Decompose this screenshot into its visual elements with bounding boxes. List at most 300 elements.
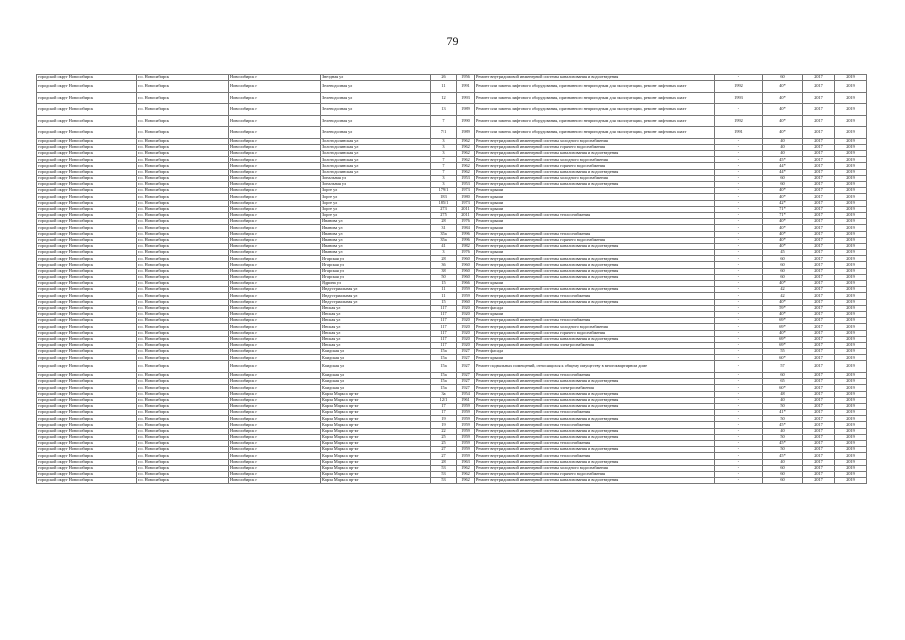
work-type-cell: Ремонт крыши	[475, 188, 715, 194]
plan-start-cell: 2017	[803, 318, 835, 324]
plan-end-cell: 2019	[835, 318, 867, 324]
work-type-cell: Ремонт подвальных помещений, относящихся к общему имуществу в многоквартирном доме	[475, 361, 715, 373]
table-row	[37, 81, 867, 93]
district-cell: городской округ Новосибирск	[37, 391, 137, 397]
year-cell: -	[715, 397, 763, 403]
settlement-cell: Новосибирск г	[229, 151, 321, 157]
street-cell: Зеленодолная ул	[321, 81, 431, 93]
plan-end-cell: 2019	[835, 416, 867, 422]
work-type-cell: Ремонт внутридомовой инженерной системы канализования и водоотведения	[475, 262, 715, 268]
build-year-cell: 1960	[457, 262, 475, 268]
work-type-cell: Ремонт крыши	[475, 206, 715, 212]
year-cell: -	[715, 250, 763, 256]
street-cell: Иванова ул	[321, 225, 431, 231]
wear-percent-cell: 60*	[763, 355, 803, 361]
table-body	[37, 75, 867, 484]
street-cell: Зеленодолная ул	[321, 127, 431, 139]
plan-start-cell: 2017	[803, 471, 835, 477]
wear-percent-cell: 40*	[763, 231, 803, 237]
plan-start-cell: 2017	[803, 447, 835, 453]
settlement-cell: Новосибирск г	[229, 324, 321, 330]
district-cell: городской округ Новосибирск	[37, 385, 137, 391]
settlement-cell: Новосибирск г	[229, 157, 321, 163]
municipality-cell: г.о. Новосибирск	[137, 311, 229, 317]
build-year-cell: 1959	[457, 428, 475, 434]
plan-start-cell: 2017	[803, 428, 835, 434]
build-year-cell: 1963	[457, 459, 475, 465]
plan-start-cell: 2017	[803, 299, 835, 305]
district-cell: городской округ Новосибирск	[37, 262, 137, 268]
plan-start-cell: 2017	[803, 194, 835, 200]
district-cell: городской округ Новосибирск	[37, 299, 137, 305]
district-cell: городской округ Новосибирск	[37, 225, 137, 231]
street-cell: Инская ул	[321, 330, 431, 336]
street-cell: Каидская ул	[321, 379, 431, 385]
street-cell: Каидская ул	[321, 385, 431, 391]
plan-end-cell: 2019	[835, 75, 867, 81]
year-cell: -	[715, 434, 763, 440]
street-cell: Индустриальная ул	[321, 299, 431, 305]
plan-end-cell: 2019	[835, 194, 867, 200]
house-number-cell: 15а	[431, 361, 457, 373]
build-year-cell: 1959	[457, 441, 475, 447]
district-cell: городской округ Новосибирск	[37, 169, 137, 175]
plan-end-cell: 2019	[835, 219, 867, 225]
build-year-cell: 1976	[457, 219, 475, 225]
street-cell: Индустриальная ул	[321, 293, 431, 299]
municipality-cell: г.о. Новосибирск	[137, 318, 229, 324]
plan-end-cell: 2019	[835, 434, 867, 440]
year-cell: -	[715, 349, 763, 355]
house-number-cell: 7	[431, 157, 457, 163]
street-cell: Каидская ул	[321, 372, 431, 378]
district-cell: городской округ Новосибирск	[37, 305, 137, 311]
settlement-cell: Новосибирск г	[229, 287, 321, 293]
settlement-cell: Новосибирск г	[229, 342, 321, 348]
house-number-cell: 15	[431, 281, 457, 287]
settlement-cell: Новосибирск г	[229, 200, 321, 206]
plan-start-cell: 2017	[803, 465, 835, 471]
work-type-cell: Ремонт крыши	[475, 281, 715, 287]
build-year-cell: 1959	[457, 422, 475, 428]
wear-percent-cell: 40*	[763, 281, 803, 287]
municipality-cell: г.о. Новосибирск	[137, 465, 229, 471]
plan-start-cell: 2017	[803, 268, 835, 274]
district-cell: городской округ Новосибирск	[37, 231, 137, 237]
wear-percent-cell: 60	[763, 274, 803, 280]
plan-end-cell: 2019	[835, 355, 867, 361]
wear-percent-cell: 44*	[763, 169, 803, 175]
year-cell: -	[715, 465, 763, 471]
settlement-cell: Новосибирск г	[229, 385, 321, 391]
build-year-cell: 1961	[457, 397, 475, 403]
settlement-cell: Новосибирск г	[229, 281, 321, 287]
settlement-cell: Новосибирск г	[229, 92, 321, 104]
settlement-cell: Новосибирск г	[229, 188, 321, 194]
plan-start-cell: 2017	[803, 397, 835, 403]
work-type-cell: Ремонт или замена лифтового оборудования, признанного непригодным для эксплуатации, ремонт лифтовых шахт	[475, 81, 715, 93]
house-number-cell: 7/1	[431, 127, 457, 139]
plan-end-cell: 2019	[835, 342, 867, 348]
settlement-cell: Новосибирск г	[229, 268, 321, 274]
wear-percent-cell: 40	[763, 138, 803, 144]
table-row	[37, 478, 867, 484]
settlement-cell: Новосибирск г	[229, 305, 321, 311]
district-cell: городской округ Новосибирск	[37, 379, 137, 385]
district-cell: городской округ Новосибирск	[37, 287, 137, 293]
plan-start-cell: 2017	[803, 403, 835, 409]
district-cell: городской округ Новосибирск	[37, 200, 137, 206]
house-number-cell: 12/1	[431, 397, 457, 403]
plan-end-cell: 2019	[835, 324, 867, 330]
wear-percent-cell: 45*	[763, 157, 803, 163]
plan-end-cell: 2019	[835, 268, 867, 274]
year-cell: -	[715, 324, 763, 330]
work-type-cell: Ремонт внутридомовой инженерной системы канализования и водоотведения	[475, 169, 715, 175]
plan-start-cell: 2017	[803, 127, 835, 139]
wear-percent-cell: 57	[763, 361, 803, 373]
settlement-cell: Новосибирск г	[229, 194, 321, 200]
wear-percent-cell: 60	[763, 372, 803, 378]
wear-percent-cell: 69*	[763, 342, 803, 348]
plan-start-cell: 2017	[803, 75, 835, 81]
plan-end-cell: 2019	[835, 262, 867, 268]
work-type-cell: Ремонт внутридомовой инженерной системы канализования и водоотведения	[475, 274, 715, 280]
settlement-cell: Новосибирск г	[229, 293, 321, 299]
work-type-cell: Ремонт или замена лифтового оборудования, признанного непригодным для эксплуатации, ремонт лифтовых шахт	[475, 104, 715, 116]
work-type-cell: Ремонт внутридомовой инженерной системы холодного водоснабжения	[475, 157, 715, 163]
settlement-cell: Новосибирск г	[229, 225, 321, 231]
municipality-cell: г.о. Новосибирск	[137, 324, 229, 330]
work-type-cell: Ремонт внутридомовой инженерной системы канализования и водоотведения	[475, 151, 715, 157]
street-cell: Иванова ул	[321, 219, 431, 225]
street-cell: Карла Маркса пр-кт	[321, 478, 431, 484]
build-year-cell: 1962	[457, 478, 475, 484]
plan-start-cell: 2017	[803, 138, 835, 144]
street-cell: Карла Маркса пр-кт	[321, 434, 431, 440]
work-type-cell: Ремонт внутридомовой инженерной системы канализования и водоотведения	[475, 256, 715, 262]
build-year-cell: 1962	[457, 157, 475, 163]
wear-percent-cell: 60	[763, 75, 803, 81]
build-year-cell: 1959	[457, 403, 475, 409]
build-year-cell: 1959	[457, 410, 475, 416]
work-type-cell: Ремонт внутридомовой инженерной системы горячего водоснабжения	[475, 237, 715, 243]
settlement-cell: Новосибирск г	[229, 127, 321, 139]
work-type-cell: Ремонт крыши	[475, 225, 715, 231]
wear-percent-cell: 69*	[763, 318, 803, 324]
plan-end-cell: 2019	[835, 225, 867, 231]
street-cell: Зональная ул	[321, 175, 431, 181]
year-cell: -	[715, 379, 763, 385]
settlement-cell: Новосибирск г	[229, 256, 321, 262]
build-year-cell: 1920	[457, 318, 475, 324]
year-cell: -	[715, 144, 763, 150]
district-cell: городской округ Новосибирск	[37, 416, 137, 422]
build-year-cell: 1960	[457, 268, 475, 274]
work-type-cell: Ремонт крыши	[475, 311, 715, 317]
plan-start-cell: 2017	[803, 410, 835, 416]
settlement-cell: Новосибирск г	[229, 355, 321, 361]
street-cell: Игарская ул	[321, 274, 431, 280]
street-cell: Золотодолинская ул	[321, 138, 431, 144]
wear-percent-cell: 50	[763, 447, 803, 453]
plan-start-cell: 2017	[803, 225, 835, 231]
plan-end-cell: 2019	[835, 453, 867, 459]
year-cell: -	[715, 441, 763, 447]
year-cell: -	[715, 75, 763, 81]
plan-end-cell: 2019	[835, 465, 867, 471]
build-year-cell: 1927	[457, 385, 475, 391]
settlement-cell: Новосибирск г	[229, 459, 321, 465]
municipality-cell: г.о. Новосибирск	[137, 175, 229, 181]
wear-percent-cell: 40*	[763, 330, 803, 336]
municipality-cell: г.о. Новосибирск	[137, 200, 229, 206]
municipality-cell: г.о. Новосибирск	[137, 385, 229, 391]
street-cell: Зеленодолная ул	[321, 104, 431, 116]
street-cell: Индустриальная ул	[321, 287, 431, 293]
work-type-cell: Ремонт крыши	[475, 200, 715, 206]
house-number-cell: 17	[431, 410, 457, 416]
plan-end-cell: 2019	[835, 237, 867, 243]
build-year-cell: 1920	[457, 342, 475, 348]
street-cell: Зорге ул	[321, 200, 431, 206]
year-cell: -	[715, 287, 763, 293]
municipality-cell: г.о. Новосибирск	[137, 434, 229, 440]
year-cell: -	[715, 385, 763, 391]
municipality-cell: г.о. Новосибирск	[137, 127, 229, 139]
build-year-cell: 1991	[457, 81, 475, 93]
plan-end-cell: 2019	[835, 157, 867, 163]
street-cell: Зеленодолная ул	[321, 115, 431, 127]
wear-percent-cell: 48	[763, 391, 803, 397]
settlement-cell: Новосибирск г	[229, 428, 321, 434]
year-cell: -	[715, 206, 763, 212]
plan-end-cell: 2019	[835, 391, 867, 397]
wear-percent-cell: 40*	[763, 92, 803, 104]
work-type-cell: Ремонт или замена лифтового оборудования, признанного непригодным для эксплуатации, ремонт лифтовых шахт	[475, 115, 715, 127]
plan-end-cell: 2019	[835, 127, 867, 139]
build-year-cell: 2011	[457, 212, 475, 218]
year-cell: -	[715, 410, 763, 416]
settlement-cell: Новосибирск г	[229, 206, 321, 212]
municipality-cell: г.о. Новосибирск	[137, 188, 229, 194]
year-cell: -	[715, 361, 763, 373]
district-cell: городской округ Новосибирск	[37, 422, 137, 428]
district-cell: городской округ Новосибирск	[37, 163, 137, 169]
build-year-cell: 1920	[457, 305, 475, 311]
municipality-cell: г.о. Новосибирск	[137, 194, 229, 200]
build-year-cell: 1962	[457, 138, 475, 144]
settlement-cell: Новосибирск г	[229, 250, 321, 256]
plan-start-cell: 2017	[803, 231, 835, 237]
house-number-cell: 12	[431, 92, 457, 104]
house-number-cell: 38	[431, 268, 457, 274]
wear-percent-cell: 45	[763, 250, 803, 256]
build-year-cell: 1927	[457, 372, 475, 378]
build-year-cell: 1953	[457, 182, 475, 188]
year-cell: -	[715, 459, 763, 465]
street-cell: Иванова ул	[321, 243, 431, 249]
plan-start-cell: 2017	[803, 416, 835, 422]
plan-start-cell: 2017	[803, 305, 835, 311]
municipality-cell: г.о. Новосибирск	[137, 262, 229, 268]
house-number-cell: 15	[431, 299, 457, 305]
settlement-cell: Новосибирск г	[229, 330, 321, 336]
build-year-cell: 1920	[457, 330, 475, 336]
settlement-cell: Новосибирск г	[229, 391, 321, 397]
plan-end-cell: 2019	[835, 169, 867, 175]
plan-start-cell: 2017	[803, 391, 835, 397]
municipality-cell: г.о. Новосибирск	[137, 379, 229, 385]
street-cell: Зеленодолная ул	[321, 92, 431, 104]
house-number-cell: 27	[431, 453, 457, 459]
year-cell: -	[715, 391, 763, 397]
build-year-cell: 1927	[457, 355, 475, 361]
plan-start-cell: 2017	[803, 92, 835, 104]
table-row	[37, 127, 867, 139]
street-cell: Инская ул	[321, 305, 431, 311]
plan-start-cell: 2017	[803, 372, 835, 378]
plan-end-cell: 2019	[835, 305, 867, 311]
street-cell: Игарская ул	[321, 256, 431, 262]
house-number-cell: 15а	[431, 385, 457, 391]
street-cell: Инская ул	[321, 318, 431, 324]
wear-percent-cell: 60	[763, 175, 803, 181]
work-type-cell: Ремонт фасада	[475, 349, 715, 355]
build-year-cell: 1982	[457, 243, 475, 249]
district-cell: городской округ Новосибирск	[37, 318, 137, 324]
year-cell: -	[715, 416, 763, 422]
district-cell: городской округ Новосибирск	[37, 157, 137, 163]
plan-end-cell: 2019	[835, 349, 867, 355]
plan-end-cell: 2019	[835, 104, 867, 116]
district-cell: городской округ Новосибирск	[37, 372, 137, 378]
build-year-cell: 1927	[457, 361, 475, 373]
street-cell: Карла Маркса пр-кт	[321, 416, 431, 422]
house-number-cell: 117	[431, 324, 457, 330]
house-number-cell: 36	[431, 262, 457, 268]
settlement-cell: Новосибирск г	[229, 453, 321, 459]
year-cell: -	[715, 447, 763, 453]
street-cell: Золотодолинская ул	[321, 144, 431, 150]
plan-end-cell: 2019	[835, 81, 867, 93]
wear-percent-cell: 40*	[763, 104, 803, 116]
settlement-cell: Новосибирск г	[229, 175, 321, 181]
year-cell: -	[715, 262, 763, 268]
district-cell: городской округ Новосибирск	[37, 281, 137, 287]
plan-end-cell: 2019	[835, 311, 867, 317]
year-cell: -	[715, 471, 763, 477]
build-year-cell: 1927	[457, 379, 475, 385]
plan-start-cell: 2017	[803, 349, 835, 355]
plan-end-cell: 2019	[835, 212, 867, 218]
wear-percent-cell: 44*	[763, 163, 803, 169]
plan-start-cell: 2017	[803, 151, 835, 157]
year-cell: -	[715, 237, 763, 243]
settlement-cell: Новосибирск г	[229, 219, 321, 225]
plan-end-cell: 2019	[835, 206, 867, 212]
plan-start-cell: 2017	[803, 256, 835, 262]
municipality-cell: г.о. Новосибирск	[137, 403, 229, 409]
house-number-cell: 117	[431, 342, 457, 348]
district-cell: городской округ Новосибирск	[37, 361, 137, 373]
wear-percent-cell: 40	[763, 397, 803, 403]
work-type-cell: Ремонт внутридомовой инженерной системы электроснабжения	[475, 385, 715, 391]
district-cell: городской округ Новосибирск	[37, 144, 137, 150]
page-number: 79	[446, 34, 459, 48]
street-cell: Золотодолинская ул	[321, 163, 431, 169]
plan-start-cell: 2017	[803, 361, 835, 373]
municipality-cell: г.о. Новосибирск	[137, 75, 229, 81]
district-cell: городской округ Новосибирск	[37, 237, 137, 243]
district-cell: городской округ Новосибирск	[37, 428, 137, 434]
house-number-cell: 19	[431, 416, 457, 422]
year-cell: -	[715, 403, 763, 409]
work-type-cell: Ремонт внутридомовой инженерной системы канализования и водоотведения	[475, 397, 715, 403]
plan-start-cell: 2017	[803, 81, 835, 93]
district-cell: городской округ Новосибирск	[37, 441, 137, 447]
street-cell: Зорге ул	[321, 206, 431, 212]
work-type-cell: Ремонт внутридомовой инженерной системы теплоснабжения	[475, 372, 715, 378]
plan-start-cell: 2017	[803, 281, 835, 287]
build-year-cell: 1959	[457, 453, 475, 459]
plan-start-cell: 2017	[803, 336, 835, 342]
settlement-cell: Новосибирск г	[229, 410, 321, 416]
work-type-cell: Ремонт внутридомовой инженерной системы канализования и водоотведения	[475, 391, 715, 397]
build-year-cell: 1980	[457, 194, 475, 200]
work-type-cell: Ремонт внутридомовой инженерной системы теплоснабжения	[475, 453, 715, 459]
district-cell: городской округ Новосибирск	[37, 336, 137, 342]
house-number-cell: 3	[431, 250, 457, 256]
work-type-cell: Ремонт внутридомовой инженерной системы теплоснабжения	[475, 318, 715, 324]
municipality-cell: г.о. Новосибирск	[137, 144, 229, 150]
district-cell: городской округ Новосибирск	[37, 355, 137, 361]
plan-start-cell: 2017	[803, 434, 835, 440]
year-cell: -	[715, 422, 763, 428]
municipality-cell: г.о. Новосибирск	[137, 182, 229, 188]
district-cell: городской округ Новосибирск	[37, 459, 137, 465]
settlement-cell: Новосибирск г	[229, 478, 321, 484]
house-number-cell: 28	[431, 256, 457, 262]
municipality-cell: г.о. Новосибирск	[137, 104, 229, 116]
plan-end-cell: 2019	[835, 182, 867, 188]
build-year-cell: 1959	[457, 416, 475, 422]
house-number-cell: 11	[431, 81, 457, 93]
municipality-cell: г.о. Новосибирск	[137, 391, 229, 397]
municipality-cell: г.о. Новосибирск	[137, 287, 229, 293]
plan-start-cell: 2017	[803, 355, 835, 361]
build-year-cell: 1962	[457, 169, 475, 175]
plan-end-cell: 2019	[835, 151, 867, 157]
settlement-cell: Новосибирск г	[229, 144, 321, 150]
wear-percent-cell: 40	[763, 151, 803, 157]
district-cell: городской округ Новосибирск	[37, 410, 137, 416]
table-row	[37, 92, 867, 104]
work-type-cell: Ремонт внутридомовой инженерной системы холодного водоснабжения	[475, 465, 715, 471]
plan-start-cell: 2017	[803, 459, 835, 465]
municipality-cell: г.о. Новосибирск	[137, 206, 229, 212]
settlement-cell: Новосибирск г	[229, 349, 321, 355]
wear-percent-cell: 42*	[763, 200, 803, 206]
street-cell: Звездная ул	[321, 75, 431, 81]
street-cell: Зорге ул	[321, 212, 431, 218]
settlement-cell: Новосибирск г	[229, 471, 321, 477]
district-cell: городской округ Новосибирск	[37, 206, 137, 212]
wear-percent-cell: 60	[763, 478, 803, 484]
plan-start-cell: 2017	[803, 441, 835, 447]
settlement-cell: Новосибирск г	[229, 441, 321, 447]
plan-end-cell: 2019	[835, 200, 867, 206]
